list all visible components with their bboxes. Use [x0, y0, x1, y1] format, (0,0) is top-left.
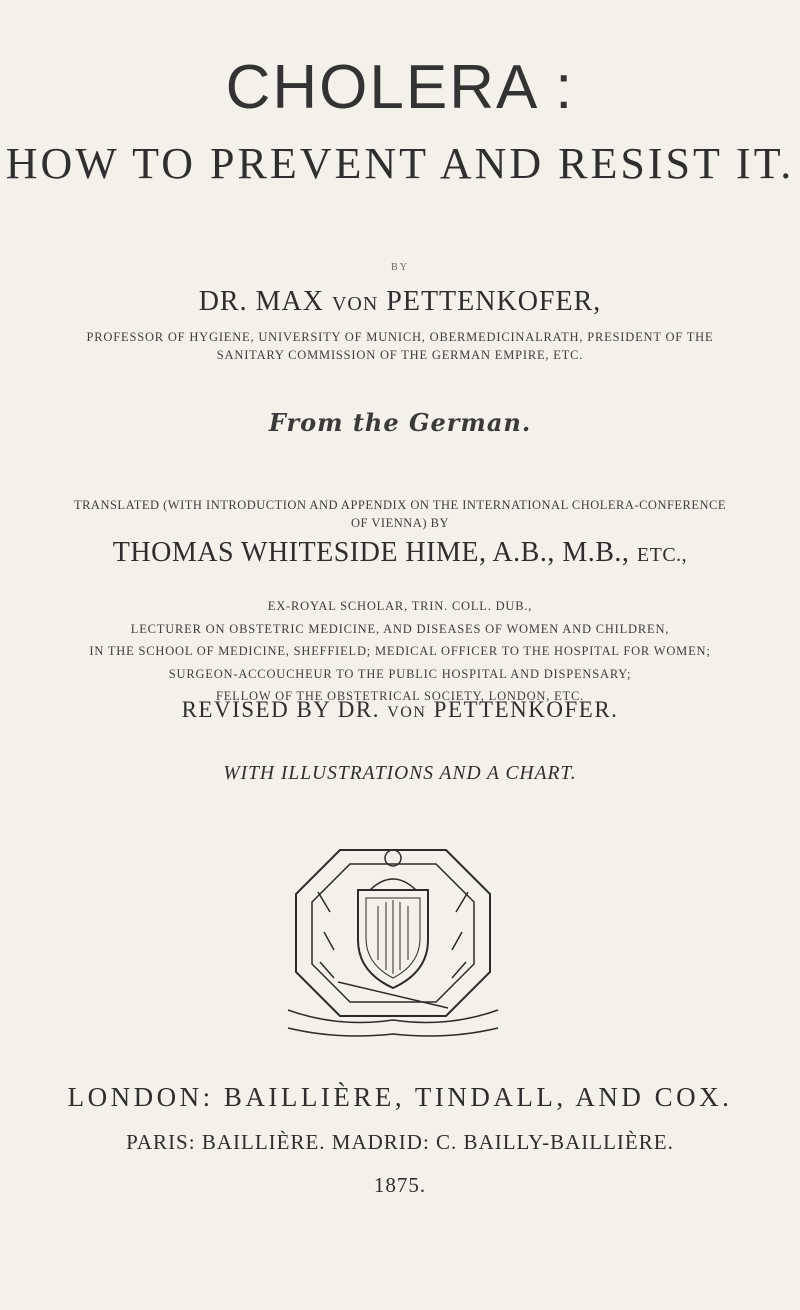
translated-note-line: OF VIENNA) BY [351, 516, 449, 530]
illustrations-note: WITH ILLUSTRATIONS AND A CHART. [223, 763, 577, 784]
author-description [0, 328, 800, 364]
publisher-line: LONDON: BAILLIÈRE, TINDALL, AND COX. [67, 1082, 733, 1112]
author-name [0, 286, 800, 318]
translator-description-line: FELLOW OF THE OBSTETRICAL SOCIETY, LONDON, ETC. [215, 689, 585, 703]
translator-description-line: SURGEON-ACCOUCHEUR TO THE PUBLIC HOSPITAL AND DISPENSARY; [168, 666, 632, 681]
translator-description [0, 595, 800, 708]
book-title: CHOLERA : [225, 53, 575, 122]
translator-name-text: THOMAS WHITESIDE HIME, A.B., M.B., [112, 537, 630, 568]
library-stamp-graphic [258, 832, 528, 1042]
translator-description-line: LECTURER ON OBSTETRIC MEDICINE, AND DISEASES OF WOMEN AND CHILDREN, [130, 621, 670, 636]
author-description-line: PROFESSOR OF HYGIENE, UNIVERSITY OF MUNICH, OBERMEDICINALRATH, PRESIDENT OF THE [86, 330, 714, 344]
from-language: From the German. [268, 408, 532, 437]
author-description-line: SANITARY COMMISSION OF THE GERMAN EMPIRE, ETC. [216, 348, 584, 362]
revised-prefix: REVISED BY DR. [181, 697, 380, 722]
by-label: BY [391, 262, 409, 273]
translator-description-line: IN THE SCHOOL OF MEDICINE, SHEFFIELD; MEDICAL OFFICER TO THE HOSPITAL FOR WOMEN; [89, 644, 711, 658]
translator-name [0, 537, 800, 569]
author-particle: VON [331, 293, 379, 315]
book-subtitle: HOW TO PREVENT AND RESIST IT. [5, 139, 795, 188]
translator-description-line: EX-ROYAL SCHOLAR, TRIN. COLL. DUB., [267, 599, 533, 613]
revised-by [0, 697, 800, 723]
translated-note-line: TRANSLATED (WITH INTRODUCTION AND APPENDIX ON THE INTERNATIONAL CHOLERA-CONFERENCE [73, 498, 727, 512]
translator-suffix: ETC., [636, 544, 688, 566]
library-stamp-icon [258, 832, 528, 1042]
author-surname: PETTENKOFER, [386, 286, 602, 317]
revised-surname: PETTENKOFER. [433, 697, 619, 722]
author-prefix: DR. MAX [198, 286, 324, 317]
revised-particle: VON [387, 704, 427, 721]
translated-note [0, 496, 800, 532]
publication-year: 1875. [373, 1173, 427, 1197]
places-line: PARIS: BAILLIÈRE. MADRID: C. BAILLY-BAILLIÈRE. [126, 1130, 674, 1154]
